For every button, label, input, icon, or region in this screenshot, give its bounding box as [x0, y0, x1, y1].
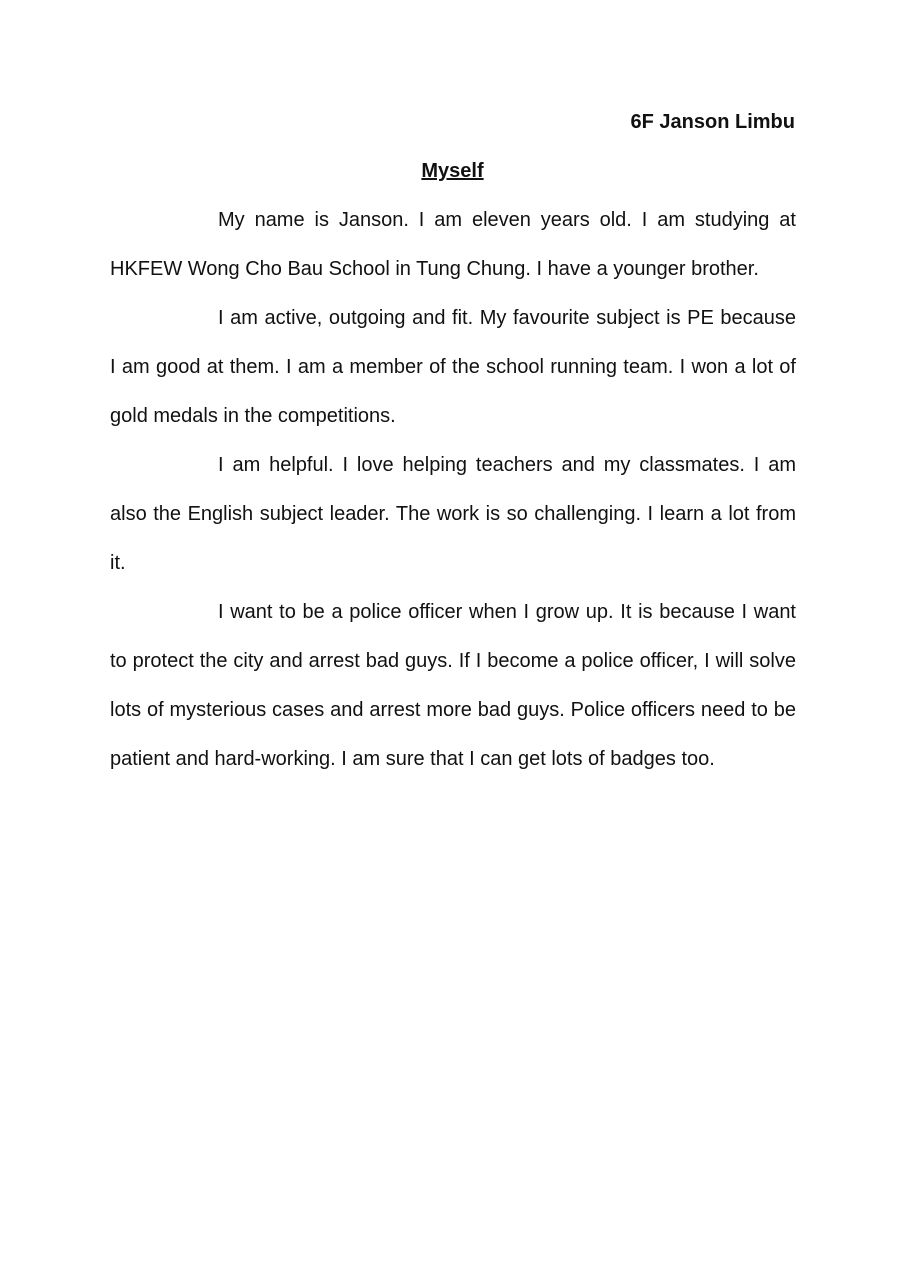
- paragraph-intro: My name is Janson. I am eleven years old. I am studying at HKFEW Wong Cho Bau School in Tung Chung. I have a younger brother.: [110, 209, 796, 280]
- essay-body: [110, 196, 796, 784]
- author-name: 6F Janson Limbu: [630, 111, 795, 133]
- paragraph-personality: I am active, outgoing and fit. My favourite subject is PE because I am good at them. I am a member of the school running team. I won a lot of gold medals in the competitions.: [110, 307, 796, 427]
- paragraph-helpful: I am helpful. I love helping teachers and my classmates. I am also the English subject leader. The work is so challenging. I learn a lot from it.: [110, 454, 796, 574]
- paragraph-ambition: I want to be a police officer when I grow up. It is because I want to protect the city and arrest bad guys. If I become a police officer, I will solve lots of mysterious cases and arrest more bad guys. Police officers need to be patient and hard-working. I am sure that I can get lots of badges too.: [110, 601, 796, 770]
- essay-title: Myself: [421, 160, 484, 182]
